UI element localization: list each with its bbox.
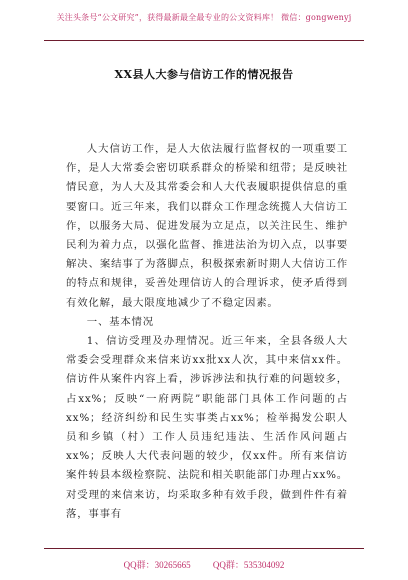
document-body xyxy=(66,140,348,524)
document-title: XX县人大参与信访工作的情况报告 xyxy=(114,68,294,81)
footer-qq-group-2: QQ群：535304092 xyxy=(212,560,285,570)
section-heading-basic-situation: 一、基本情况 xyxy=(86,315,154,328)
intro-paragraph: 人大信访工作，是人大依法履行监督权的一项重要工作，是人大常委会密切联系群众的桥梁和纽带；是反映社情民意，为人大及其常委会和人大代表履职提供信息的重要窗口。近三年来，我们以群众工作理念统揽人大信访工作，以服务大局、促进发展为立足点，以关注民生、维护民利为着力点，以强化监督、推进法治为切入点，以事要解决、案结事了为落脚点，积极探索新时期人大信访工作的特点和规律，妥善处理信访人的合理诉求，使矛盾得到有效化解，最大限度地减少了不稳定因素。 xyxy=(66,143,348,309)
petition-handling-paragraph: 1、信访受理及办理情况。近三年来，全县各级人大常委会受理群众来信来访xx批xx人次，其中来信xx件。信访件从案件内容上看，涉诉涉法和执行难的问题较多，占xx%；反映“一府两院”职能部门具体工作问题的占xx%；经济纠纷和民生实事类占xx%；检举揭发公职人员和乡镇（村）工作人员违纪违法、生活作风问题占xx%；反映人大代表问题的较少，仅xx件。所有来信访案件转县本级检察院、法院和相关职能部门办理占xx%。对受理的来信来访，均采取多种有效手段，做到件件有着落，事事有 xyxy=(66,335,348,520)
footer-divider xyxy=(44,548,364,549)
header-banner: 关注头条号“公文研究”，获得最新最全最专业的公文资料库！ 微信：gongwenyj xyxy=(56,13,352,22)
footer-qq-group-1: QQ群：30265665 xyxy=(123,560,191,570)
header-divider xyxy=(44,40,364,41)
footer-contacts xyxy=(0,558,408,571)
